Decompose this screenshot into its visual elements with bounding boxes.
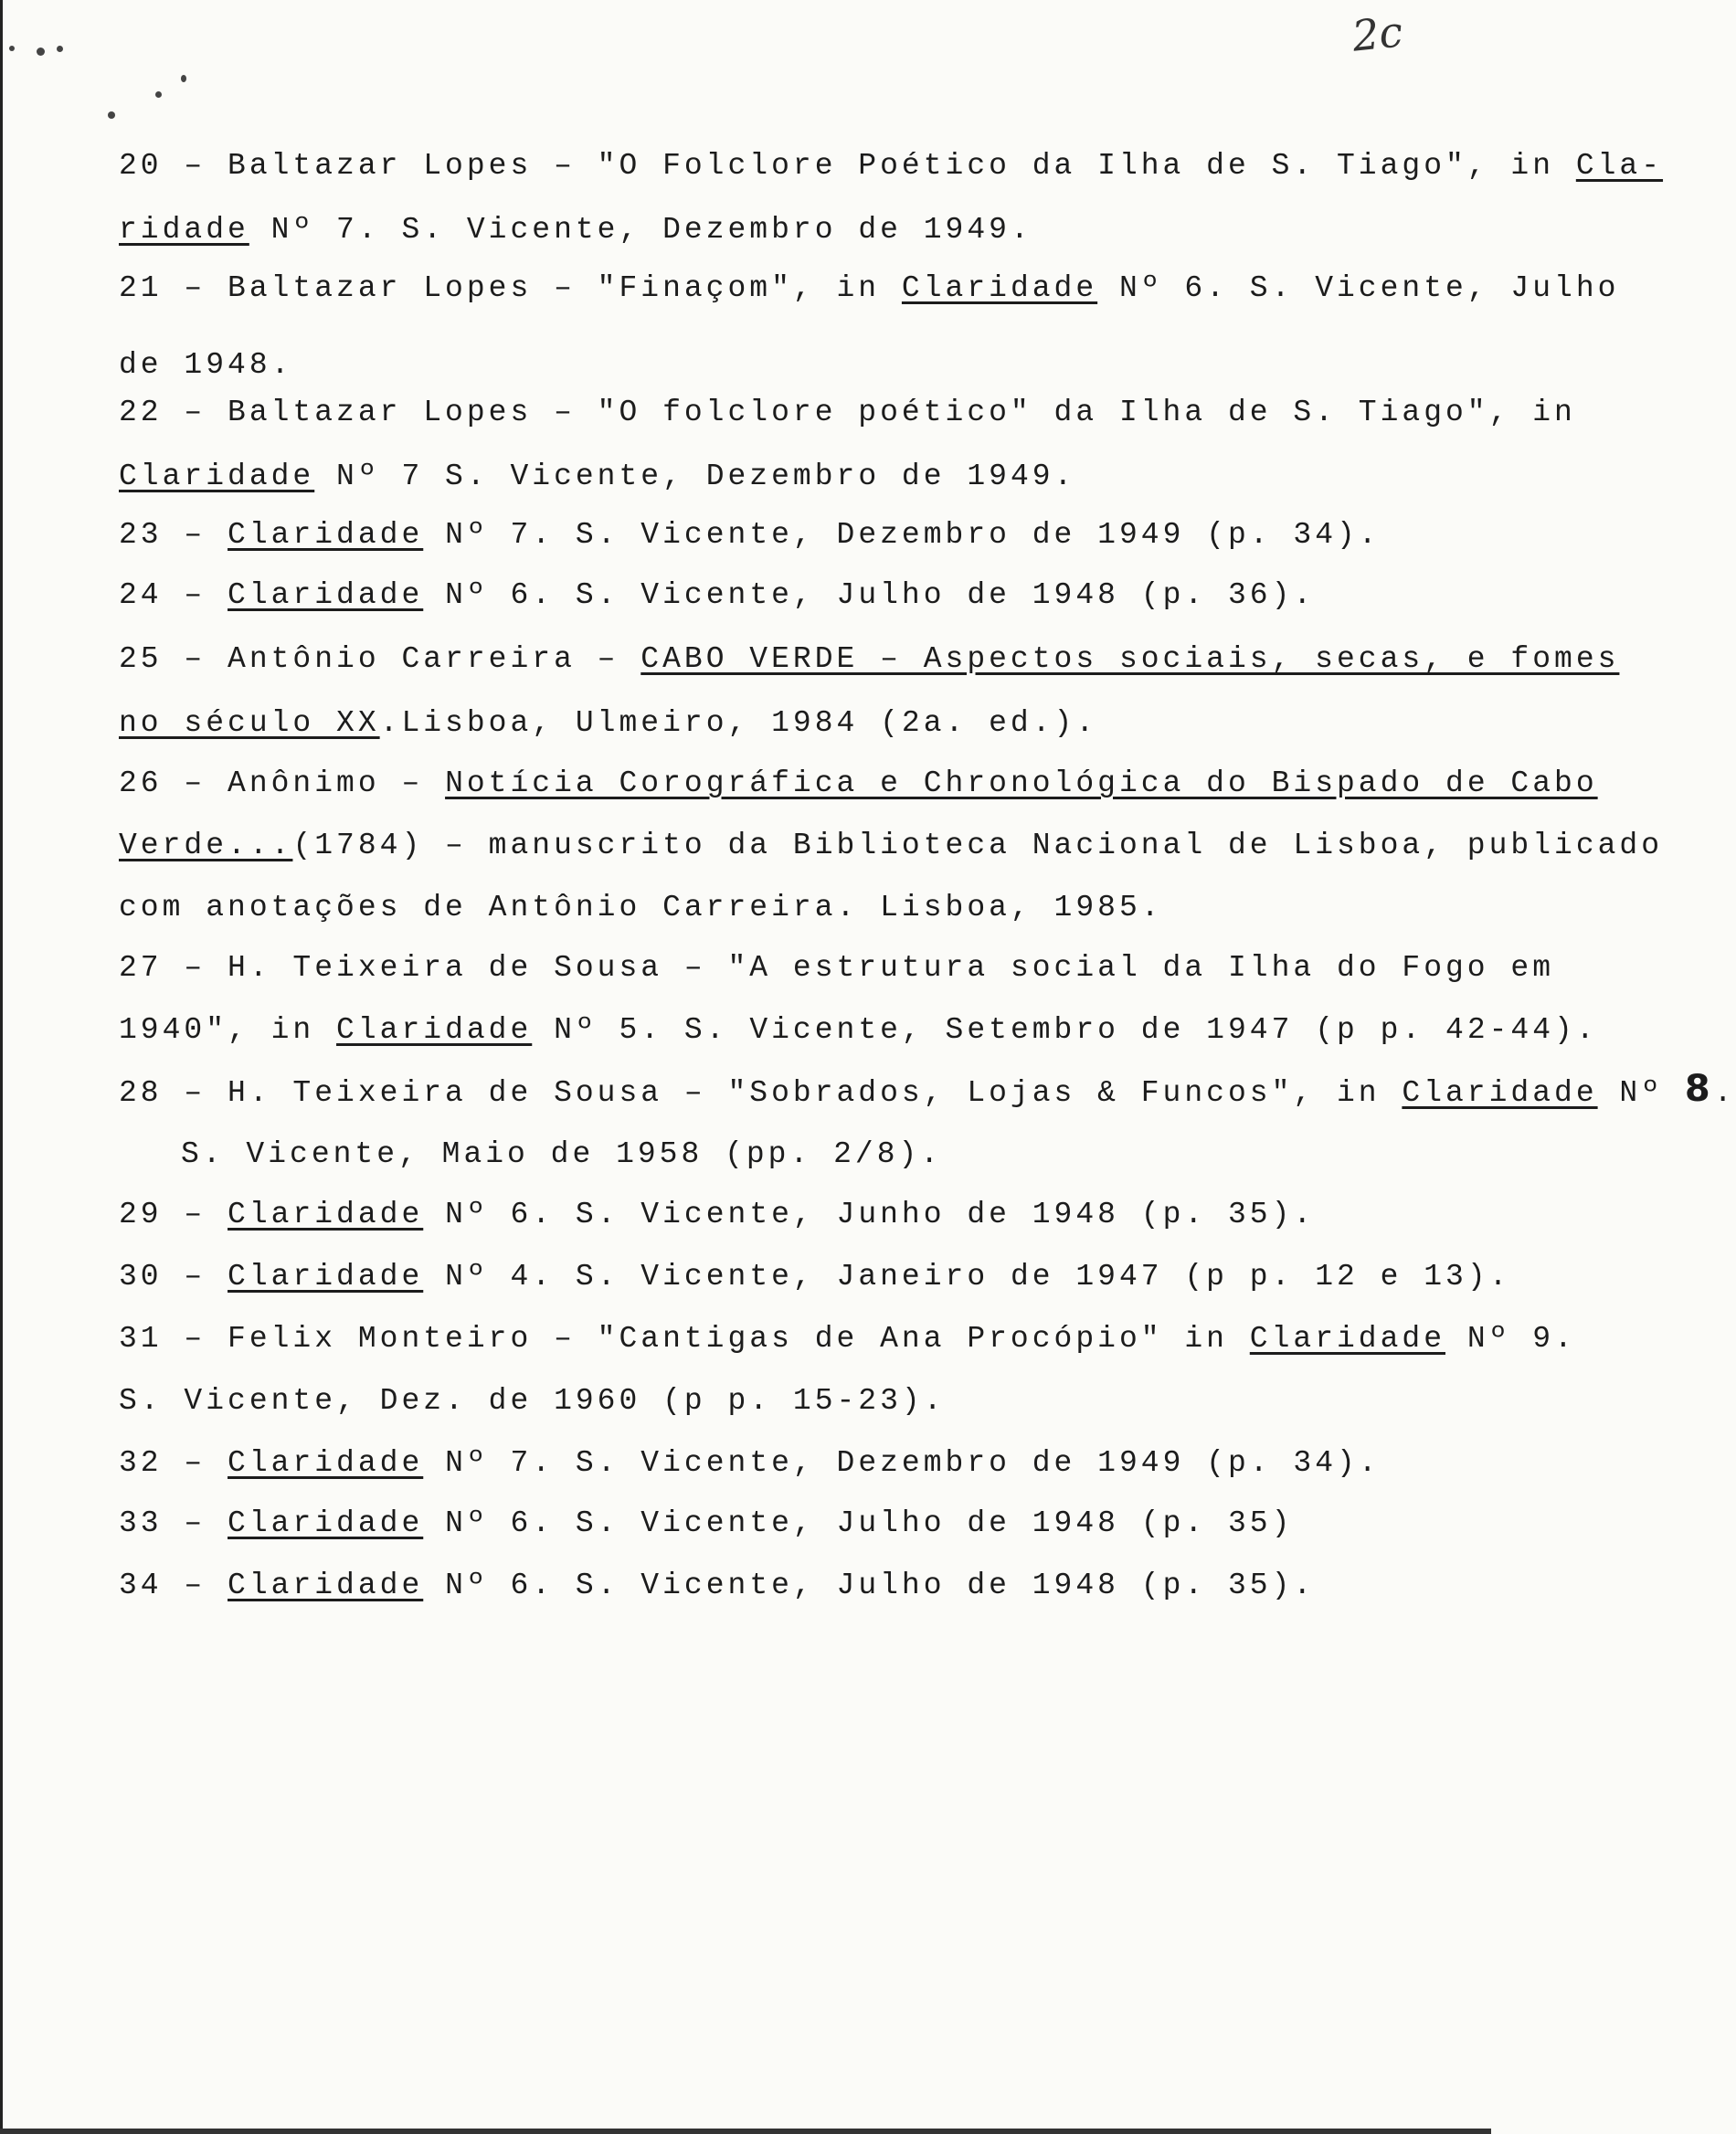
note-line-26a: [119, 766, 1598, 802]
note-text: .: [1713, 1076, 1736, 1110]
note-text: 34 –: [119, 1569, 228, 1602]
note-line-24: [119, 577, 1453, 614]
note-text: 20 – Baltazar Lopes – "O Folclore Poético da Ilha de S. Tiago", in: [119, 149, 1576, 183]
underlined-title: Cla-: [1575, 149, 1664, 183]
note-text: S. Vicente, Maio de 1958 (pp. 2/8).: [181, 1137, 943, 1171]
note-text: 22 – Baltazar Lopes – "O folclore poético" da Ilha de S. Tiago", in: [119, 396, 1576, 429]
note-text: 25 – Antônio Carreira –: [119, 642, 641, 676]
underlined-title: Claridade: [228, 1446, 424, 1480]
note-text: Nº 6. S. Vicente, Julho: [1097, 271, 1620, 305]
underlined-title: Claridade: [901, 271, 1098, 305]
scan-speck: [108, 111, 115, 119]
note-line-26b: [119, 828, 1664, 864]
scan-speck: [37, 48, 45, 56]
note-line-23: [119, 517, 1453, 554]
note-text: Nº 6. S. Vicente, Julho de 1948 (p. 36).: [423, 578, 1316, 612]
note-text: .Lisboa, Ulmeiro, 1984 (2a. ed.).: [379, 706, 1098, 740]
scan-speck: [181, 75, 186, 82]
note-text: 23 –: [119, 518, 228, 552]
note-text: de 1948.: [119, 348, 293, 382]
note-text: Nº 5. S. Vicente, Setembro de 1947 (p p. 42-44).: [532, 1013, 1598, 1047]
note-text: 30 –: [119, 1260, 228, 1294]
note-text: Nº 7. S. Vicente, Dezembro de 1949 (p. 34).: [423, 1446, 1381, 1480]
note-line-34: [119, 1568, 1453, 1604]
note-line-22a: [119, 395, 1576, 431]
note-line-28b: [181, 1136, 1515, 1173]
note-text: 21 – Baltazar Lopes – "Finaçom", in: [119, 271, 902, 305]
note-line-20b: [119, 212, 1453, 248]
underlined-title: Claridade: [228, 1506, 424, 1540]
scan-speck: [57, 46, 63, 52]
note-line-31b: [119, 1383, 1453, 1420]
note-text: Nº 7 S. Vicente, Dezembro de 1949.: [314, 460, 1076, 493]
note-text: Nº 9.: [1445, 1322, 1576, 1356]
underlined-title: Claridade: [119, 460, 315, 493]
scan-left-border: [0, 0, 3, 2134]
underlined-title: Claridade: [228, 1569, 424, 1602]
note-text: Nº 4. S. Vicente, Janeiro de 1947 (p p. 12 e 13).: [423, 1260, 1511, 1294]
underlined-title: Claridade: [228, 1198, 424, 1231]
underlined-title: Claridade: [228, 1260, 424, 1294]
note-line-22b: [119, 459, 1453, 495]
note-text: com anotações de Antônio Carreira. Lisboa, 1985.: [119, 891, 1163, 924]
note-text: Nº 6. S. Vicente, Junho de 1948 (p. 35).: [423, 1198, 1316, 1231]
note-text: 33 –: [119, 1506, 228, 1540]
note-text: Nº 6. S. Vicente, Julho de 1948 (p. 35): [423, 1506, 1294, 1540]
note-line-27a: [119, 950, 1555, 987]
note-text: (1784) – manuscrito da Biblioteca Nacional de Lisboa, publicado: [292, 829, 1664, 862]
underlined-title: Notícia Corográfica e Chronológica do Bispado de Cabo: [445, 766, 1598, 800]
note-line-21b: [119, 347, 1453, 384]
note-line-21a: [119, 270, 1620, 307]
underlined-title: Claridade: [1249, 1322, 1446, 1356]
scan-speck: [155, 91, 162, 98]
scan-speck: [9, 46, 15, 51]
note-text: S. Vicente, Dez. de 1960 (p p. 15-23).: [119, 1384, 946, 1418]
note-text: 24 –: [119, 578, 228, 612]
underlined-title: Claridade: [228, 518, 424, 552]
underlined-title: Verde...: [119, 829, 293, 862]
note-text: 31 – Felix Monteiro – "Cantigas de Ana Procópio" in: [119, 1322, 1250, 1356]
handwritten-number: 8: [1684, 1068, 1714, 1110]
note-line-32: [119, 1445, 1453, 1482]
note-text: 28 – H. Teixeira de Sousa – "Sobrados, Lojas & Funcos", in: [119, 1076, 1403, 1110]
note-text: Nº 7. S. Vicente, Dezembro de 1949.: [249, 213, 1032, 247]
note-text: 26 – Anônimo –: [119, 766, 446, 800]
note-text: Nº: [1597, 1076, 1685, 1110]
note-text: Nº 6. S. Vicente, Julho de 1948 (p. 35).: [423, 1569, 1316, 1602]
note-line-26c: [119, 890, 1453, 926]
note-line-25a: [119, 641, 1620, 678]
note-line-31a: [119, 1321, 1576, 1358]
underlined-title: Claridade: [1402, 1076, 1598, 1110]
note-line-30: [119, 1259, 1511, 1295]
underlined-title: Claridade: [336, 1013, 533, 1047]
underlined-title: no século XX: [119, 706, 380, 740]
note-text: Nº 7. S. Vicente, Dezembro de 1949 (p. 34).: [423, 518, 1381, 552]
note-line-29: [119, 1197, 1453, 1233]
underlined-title: CABO VERDE – Aspectos sociais, secas, e fomes: [640, 642, 1620, 676]
note-text: 27 – H. Teixeira de Sousa – "A estrutura social da Ilha do Fogo em: [119, 951, 1555, 985]
scan-bottom-border: [0, 2129, 1491, 2134]
note-line-27b: [119, 1012, 1598, 1049]
note-text: 29 –: [119, 1198, 228, 1231]
note-line-28a: [119, 1068, 1736, 1112]
underlined-title: Claridade: [228, 578, 424, 612]
note-line-25b: [119, 705, 1453, 742]
note-line-33: [119, 1505, 1453, 1542]
underlined-title: ridade: [119, 213, 249, 247]
note-text: 1940", in: [119, 1013, 337, 1047]
note-line-20a: [119, 148, 1664, 185]
handwritten-page-number: 2c: [1350, 6, 1405, 61]
note-text: 32 –: [119, 1446, 228, 1480]
